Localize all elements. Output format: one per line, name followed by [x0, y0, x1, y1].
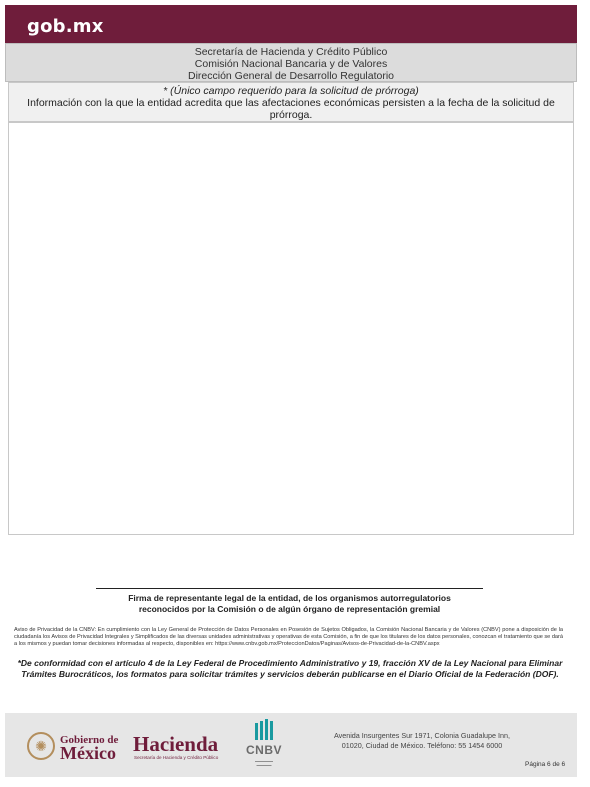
- mexico-emblem-icon: ✺: [27, 732, 55, 760]
- field-label-box: [8, 82, 574, 122]
- agency-heading: [5, 43, 577, 82]
- page-number: Página 6 de 6: [525, 761, 566, 768]
- field-label: Información con la que la entidad acredita que las afectaciones económicas persisten a la fecha de la solicitud de prórroga.: [27, 97, 555, 121]
- signature-caption-line1: Firma de representante legal de la entidad, de los organismos autorregulatorios: [128, 593, 451, 603]
- hacienda-wordmark: Hacienda: [133, 732, 219, 756]
- gob-logo-line1: Gobierno de: [60, 734, 119, 746]
- signature-line: [96, 588, 483, 589]
- footer-address: [327, 731, 517, 751]
- gobierno-de-mexico-logo: [27, 732, 127, 762]
- signature-caption-line2: reconocidos por la Comisión o de algún órgano de representación gremial: [138, 604, 441, 614]
- dof-notice: *De conformidad con el artículo 4 de la Ley Federal de Procedimiento Administrativo y 19, fracción XV de la Ley Nacional para Eliminar Trámites Burocráticos, los formatos para solicitar trámites y servicios deberán publicarse en el Diario Oficial de la Federación (DOF).: [17, 658, 563, 679]
- footer-band: [5, 713, 577, 777]
- cnbv-wordmark: CNBV: [245, 743, 282, 757]
- agency-line-shcp: Secretaría de Hacienda y Crédito Público: [194, 46, 388, 58]
- signature-caption: [96, 593, 483, 615]
- gobmx-logo[interactable]: gob.mx: [27, 16, 104, 37]
- agency-line-dgdr: Dirección General de Desarrollo Regulatorio: [187, 70, 395, 82]
- gob-logo-line2: México: [60, 743, 116, 763]
- hacienda-logo: [133, 733, 243, 763]
- cnbv-fineprint: ▬▬▬▬▬▬ ▬▬▬▬▬: [255, 759, 273, 767]
- agency-line-cnbv: Comisión Nacional Bancaria y de Valores: [194, 58, 388, 70]
- header-bar: [5, 5, 577, 43]
- answer-text-area[interactable]: [8, 122, 574, 535]
- cnbv-logo: [241, 719, 291, 775]
- cnbv-columns-icon: [254, 719, 276, 741]
- privacy-notice: Aviso de Privacidad de la CNBV: En cumplimiento con la Ley General de Protección de Datos Personales en Posesión de Sujetos Obligados, la Comisión Nacional Bancaria y de Valores (CNBV) pone a disposición de la ciudadanía los Avisos de Privacidad Integrales y Simplificados de las diversas unidades administrativas y operativas de esta Comisión, a fin de que los titulares de los datos personales, conozcan el tratamiento que se dará a los mismos y puedan tomar decisiones informadas al respecto, disponibles en: https://www.cnbv.gob.mx/ProteccionDatos/Paginas/Avisos-de-Privacidad-de-la-CNBV.aspx: [14, 627, 564, 647]
- required-note: * (Único campo requerido para la solicitud de prórroga): [163, 85, 419, 97]
- address-line2: 01020, Ciudad de México. Teléfono: 55 1454 6000: [341, 741, 503, 750]
- address-line1: Avenida Insurgentes Sur 1971, Colonia Guadalupe Inn,: [333, 731, 511, 740]
- hacienda-subtitle: Secretaría de Hacienda y Crédito Público: [134, 755, 219, 760]
